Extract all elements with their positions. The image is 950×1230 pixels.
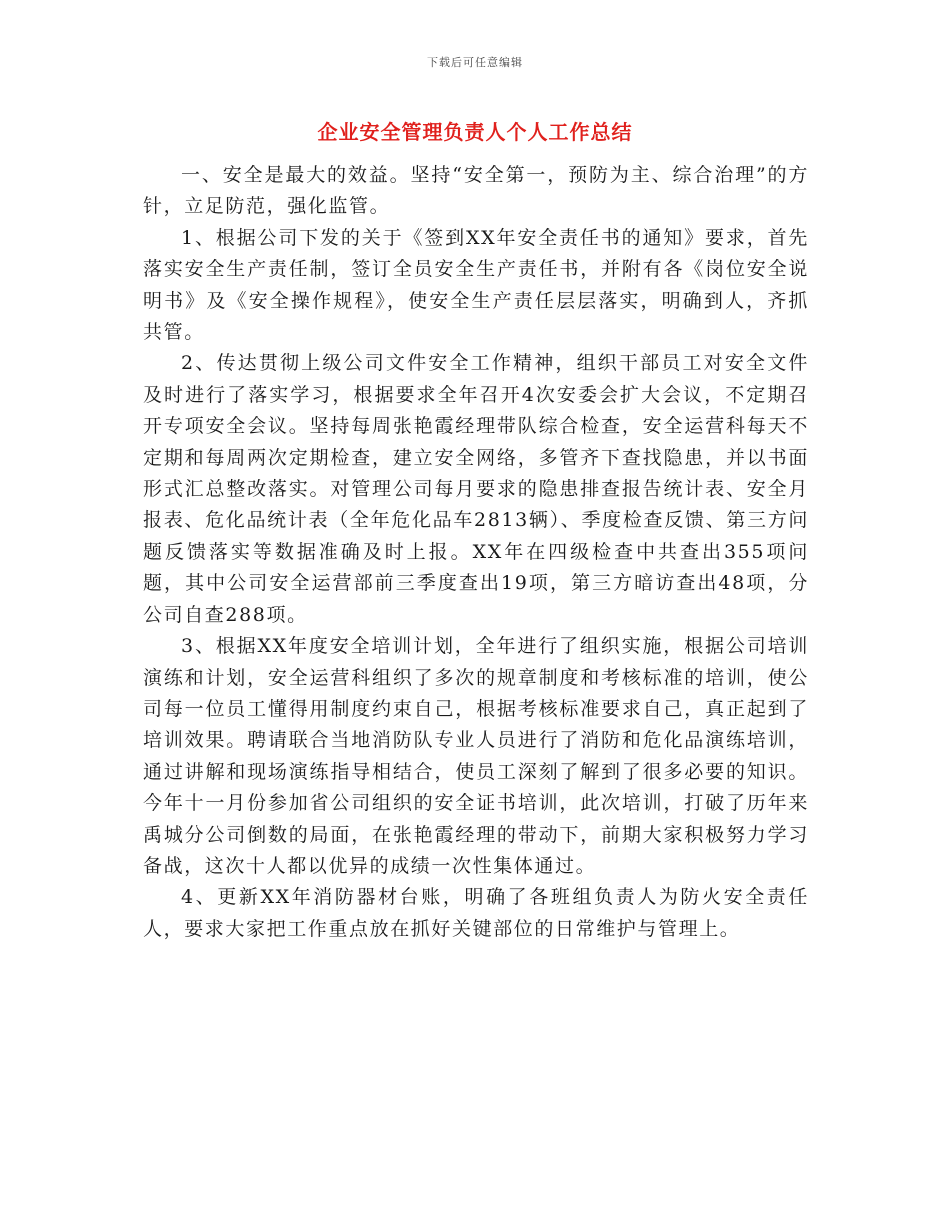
paragraph-3: 2、传达贯彻上级公司文件安全工作精神，组织干部员工对安全文件及时进行了落实学习，根据要求全年召开4次安委会扩大会议，不定期召开专项安全会议。坚持每周张艳霞经理带队综合检查，安全运营科每天不定期和每周两次定期检查，建立安全网络，多管齐下查找隐患，并以书面形式汇总整改落实。对管理公司每月要求的隐患排查报告统计表、安全月报表、危化品统计表（全年危化品车2813辆）、季度检查反馈、第三方问题反馈落实等数据准确及时上报。XX年在四级检查中共查出355项问题，其中公司安全运营部前三季度查出19项，第三方暗访查出48项，分公司自查288项。 bbox=[143, 352, 809, 626]
header-note: 下载后可任意编辑 bbox=[427, 56, 523, 69]
paragraph-2: 1、根据公司下发的关于《签到XX年安全责任书的通知》要求，首先落实安全生产责任制，签订全员安全生产责任书，并附有各《岗位安全说明书》及《安全操作规程》，使安全生产责任层层落实，明确到人，齐抓共管。 bbox=[143, 226, 809, 344]
document-title: 企业安全管理负责人个人工作总结 bbox=[317, 120, 633, 144]
paragraph-5: 4、更新XX年消防器材台账，明确了各班组负责人为防火安全责任人，要求大家把工作重点放在抓好关键部位的日常维护与管理上。 bbox=[143, 886, 809, 940]
paragraph-4: 3、根据XX年度安全培训计划，全年进行了组织实施，根据公司培训演练和计划，安全运营科组织了多次的规章制度和考核标准的培训，使公司每一位员工懂得用制度约束自己，根据考核标准要求自己，真正起到了培训效果。聘请联合当地消防队专业人员进行了消防和危化品演练培训，通过讲解和现场演练指导相结合，使员工深刻了解到了很多必要的知识。今年十一月份参加省公司组织的安全证书培训，此次培训，打破了历年来禹城分公司倒数的局面，在张艳霞经理的带动下，前期大家积极努力学习备战，这次十人都以优异的成绩一次性集体通过。 bbox=[143, 635, 809, 877]
document-body bbox=[143, 160, 809, 945]
paragraph-1: 一、安全是最大的效益。坚持“安全第一，预防为主、综合治理”的方针，立足防范，强化监管。 bbox=[143, 164, 809, 218]
